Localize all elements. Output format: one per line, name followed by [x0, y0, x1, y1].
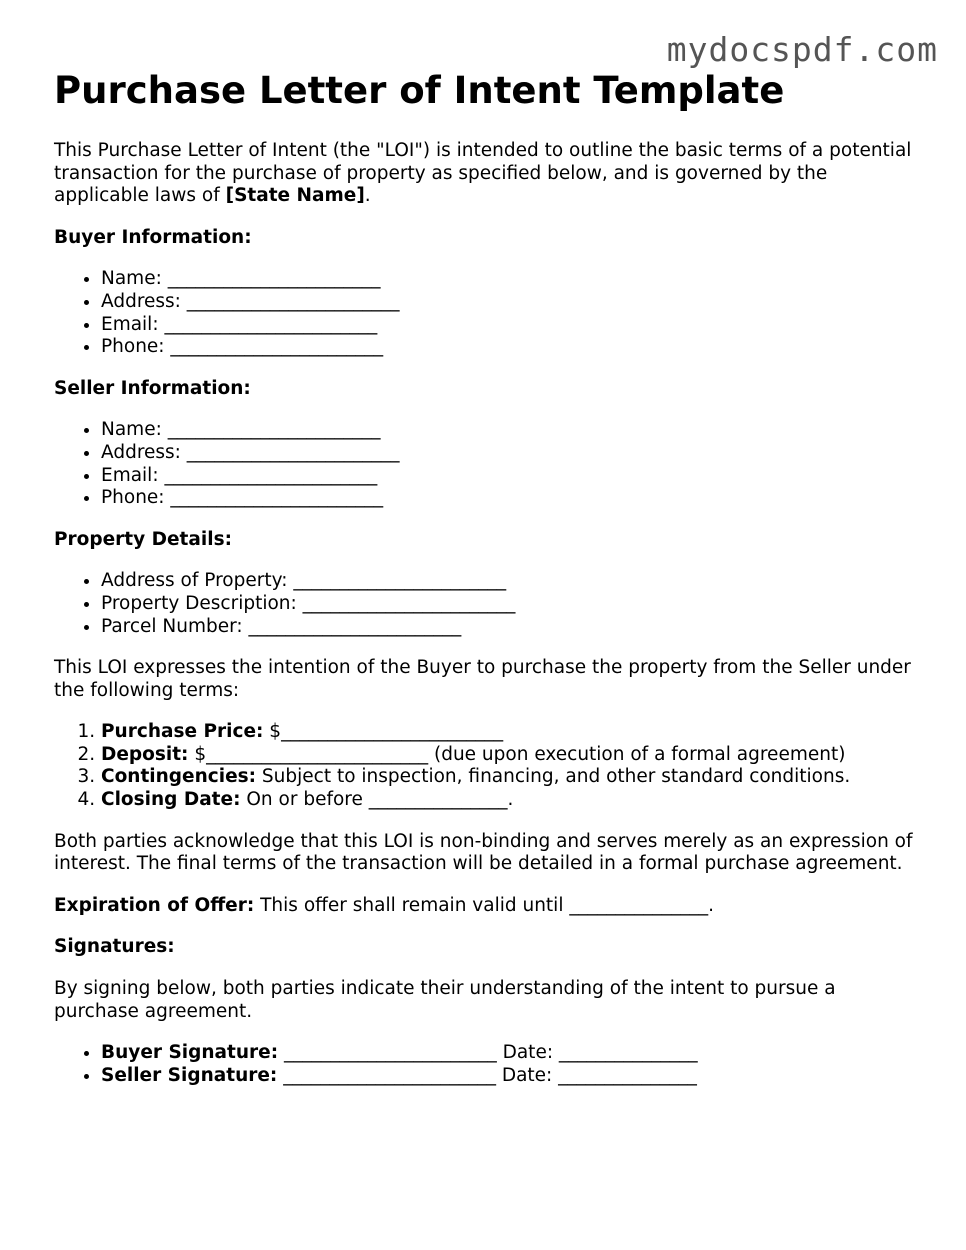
buyer-name-field: • Name: _______________________ [101, 268, 914, 291]
property-heading: Property Details: [54, 528, 232, 550]
buyer-signature-line [101, 1042, 914, 1065]
seller-address-field: • Address: _______________________ [101, 442, 914, 465]
term-purchase-price [101, 721, 914, 744]
parcel-number-field: • Parcel Number: _______________________ [101, 616, 914, 639]
term-label: Purchase Price: [101, 721, 264, 743]
signatures-heading: Signatures: [54, 936, 175, 958]
signature-fields: _______________________ Date: _______________ [278, 1042, 698, 1064]
page-title: Purchase Letter of Intent Template [54, 69, 785, 112]
expiration-text: This offer shall remain valid until _______________. [254, 894, 714, 916]
buyer-address-field: • Address: _______________________ [101, 291, 914, 314]
buyer-phone-field: • Phone: _______________________ [101, 336, 914, 359]
expiration-paragraph [54, 895, 914, 918]
document-page [54, 66, 914, 1106]
term-contingencies [101, 766, 914, 789]
signatures-paragraph: By signing below, both parties indicate their understanding of the intent to pursue a purchase agreement. [54, 978, 836, 1022]
seller-phone-field: • Phone: _______________________ [101, 487, 914, 510]
seller-name-field: • Name: _______________________ [101, 419, 914, 442]
property-description-field: • Property Description: _______________________ [101, 593, 914, 616]
buyer-email-field: • Email: _______________________ [101, 314, 914, 337]
buyer-heading: Buyer Information: [54, 226, 252, 248]
terms-intro: This LOI expresses the intention of the Buyer to purchase the property from the Seller under the following terms: [54, 657, 911, 701]
term-label: Deposit: [101, 743, 189, 765]
property-details-list [54, 570, 914, 638]
term-closing-date [101, 789, 914, 812]
buyer-info-list [54, 268, 914, 358]
expiration-label: Expiration of Offer: [54, 894, 255, 916]
intro-end: . [364, 185, 371, 207]
term-text: On or before _______________. [240, 789, 514, 811]
intro-paragraph [54, 140, 914, 208]
terms-list [54, 721, 914, 811]
state-name-placeholder: [State Name] [225, 185, 365, 207]
term-label: Closing Date: [101, 789, 241, 811]
signature-label: Seller Signature: [101, 1064, 278, 1086]
intro-text: This Purchase Letter of Intent (the "LOI") is intended to outline the basic terms of a potential transaction for the purchase of property as specified below, and is governed by the applicable laws of [54, 140, 912, 207]
watermark: mydocspdf.com [666, 30, 938, 69]
signature-list [54, 1042, 914, 1087]
seller-info-list [54, 419, 914, 509]
seller-signature-line [101, 1065, 914, 1088]
seller-heading: Seller Information: [54, 377, 251, 399]
term-text: $________________________ [263, 721, 504, 743]
term-deposit [101, 744, 914, 767]
term-text: Subject to inspection, financing, and other standard conditions. [256, 766, 851, 788]
signature-fields: _______________________ Date: _______________ [277, 1064, 697, 1086]
property-address-field: • Address of Property: _______________________ [101, 570, 914, 593]
acknowledgement-paragraph: Both parties acknowledge that this LOI is non-binding and serves merely as an expression of interest. The final terms of the transaction will be detailed in a formal purchase agreement. [54, 830, 913, 875]
term-label: Contingencies: [101, 766, 257, 788]
seller-email-field: • Email: _______________________ [101, 465, 914, 488]
signature-label: Buyer Signature: [101, 1042, 279, 1064]
term-text: $________________________ (due upon execution of a formal agreement) [188, 743, 846, 765]
